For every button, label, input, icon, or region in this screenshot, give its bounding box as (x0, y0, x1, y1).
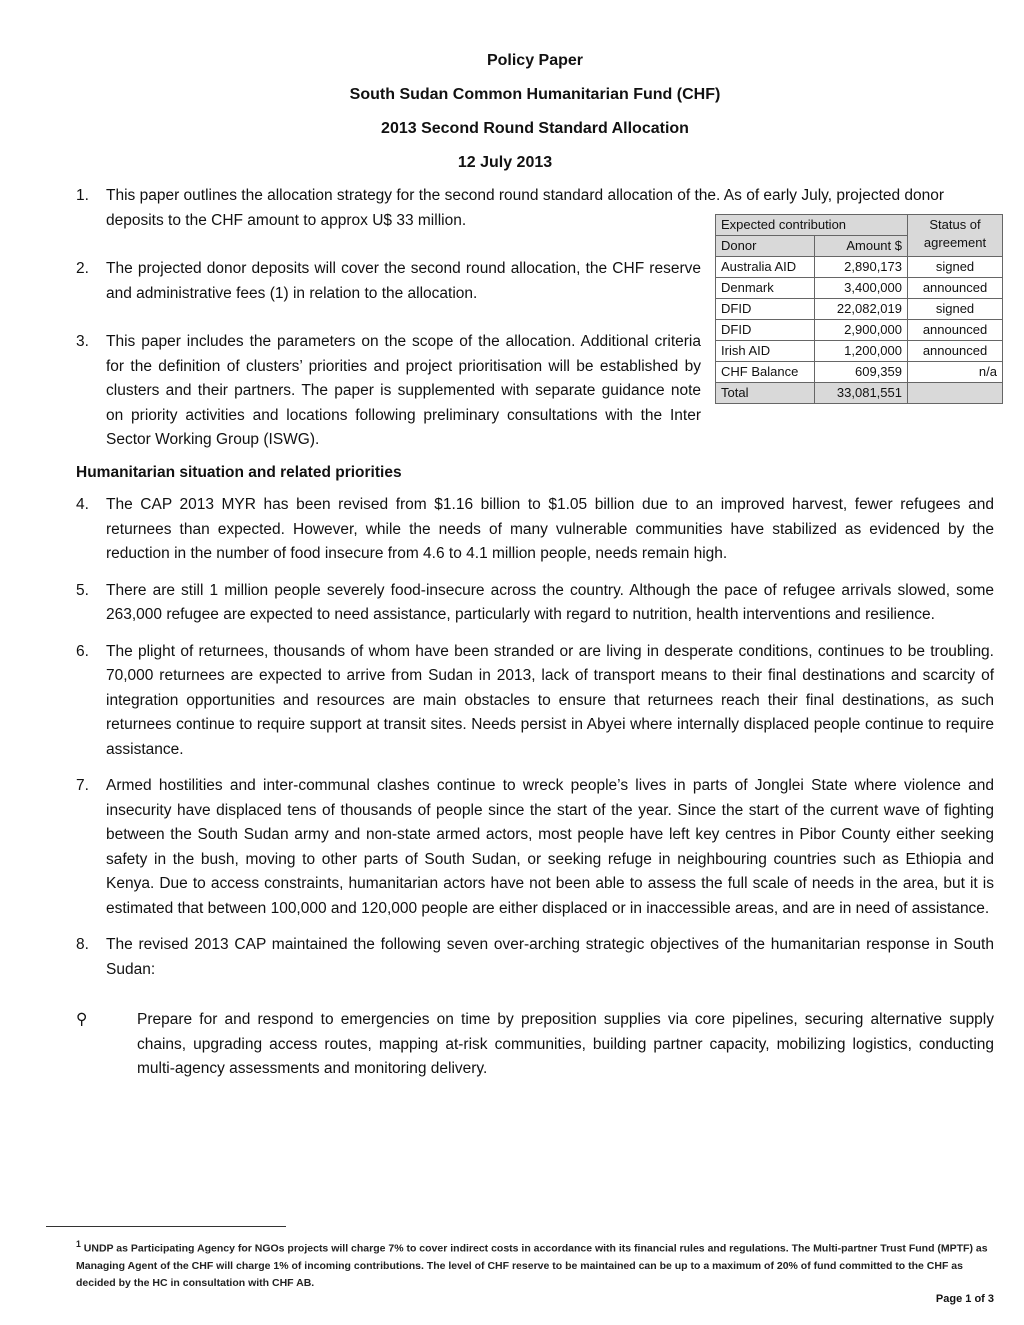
donor-cell: Denmark (716, 278, 815, 299)
paragraph-text: This paper outlines the allocation strategy for the second round standard allocation of the. As of early July, projected donor deposits to the CHF amount to approx U$ 33 million. (106, 187, 945, 229)
page-number: Page 1 of 3 (935, 1293, 994, 1305)
section-heading: Humanitarian situation and related priorities (76, 463, 402, 481)
total-label: Total (716, 383, 815, 404)
paragraph-text: The plight of returnees, thousands of whom have been stranded or are living in desperate conditions, continues to be troubling. 70,000 returnees are expected to arrive from Sudan in 2013, lack of transport means to their final destinations and scarcity of integration opportunities and resources are main obstacles to ensure that returnees reach their final destinations, as such returnees continue to require support at transit sites. Needs persist in Abyei where internally displaced people continue to require assistance. (106, 642, 994, 758)
paragraph-6 (76, 640, 994, 763)
amount-cell: 1,200,000 (815, 341, 908, 362)
donor-contribution-table (715, 214, 1003, 404)
donor-cell: DFID (716, 299, 815, 320)
title-block (76, 44, 994, 180)
amount-cell: 22,082,019 (815, 299, 908, 320)
donor-cell: Irish AID (716, 341, 815, 362)
footnote-marker: 1 (76, 1239, 81, 1249)
paragraph-number: 5. (76, 581, 89, 599)
doc-title: Policy Paper (486, 52, 584, 69)
doc-allocation-name: 2013 Second Round Standard Allocation (381, 120, 689, 137)
doc-fund-name: South Sudan Common Humanitarian Fund (CHF) (349, 86, 721, 103)
table-row (716, 278, 1003, 299)
paragraph-text: The CAP 2013 MYR has been revised from $1.16 billion to $1.05 billion due to an improved harvest, fewer refugees and returnees than expected. However, while the needs of many vulnerable communities have stabilized as evidenced by the reduction in the number of food insecure from 4.6 to 4.1 million people, needs remain high. (106, 496, 994, 562)
status-cell: announced (908, 320, 1003, 341)
status-cell: announced (908, 278, 1003, 299)
paragraph-number: 7. (76, 777, 89, 794)
status-cell: signed (908, 257, 1003, 278)
footnote (76, 1236, 996, 1292)
paragraph-text: The projected donor deposits will cover the second round allocation, the CHF reserve and administrative fees (1) in relation to the allocation. (106, 260, 701, 302)
amount-cell: 2,890,173 (815, 257, 908, 278)
status-header: Status of agreement (908, 215, 1003, 257)
donor-cell: Australia AID (716, 257, 815, 278)
paragraph-3 (76, 330, 701, 453)
table-row (716, 299, 1003, 320)
table-total-row (716, 383, 1003, 404)
amount-header: Amount $ (815, 236, 908, 257)
table-header-row (716, 215, 1003, 236)
doc-date: 12 July 2013 (457, 154, 553, 171)
amount-cell: 2,900,000 (815, 320, 908, 341)
status-cell: announced (908, 341, 1003, 362)
bullet-icon: ⚲ (76, 1011, 88, 1028)
paragraph-number: 6. (76, 642, 89, 660)
paragraph-number: 1. (76, 187, 89, 204)
paragraph-number: 4. (76, 496, 89, 513)
table-row (716, 362, 1003, 383)
donor-header: Donor (716, 236, 815, 257)
status-cell: n/a (908, 362, 1003, 383)
footnote-divider (46, 1226, 286, 1227)
amount-cell: 3,400,000 (815, 278, 908, 299)
paragraph-2 (76, 257, 701, 306)
table-row (716, 257, 1003, 278)
donor-cell: CHF Balance (716, 362, 815, 383)
table-row (716, 341, 1003, 362)
objective-bullet-1 (76, 1008, 994, 1082)
paragraph-7 (76, 774, 994, 921)
paragraph-number: 3. (76, 333, 89, 350)
amount-cell: 609,359 (815, 362, 908, 383)
paragraph-text: This paper includes the parameters on the scope of the allocation. Additional criteria for the definition of clusters’ priorities and project prioritisation will be established by clusters and their partners. The paper is supplemented with separate guidance note on priority activities and locations following preliminary consultations with the Inter Sector Working Group (ISWG). (106, 333, 701, 448)
paragraph-text: The revised 2013 CAP maintained the following seven over-arching strategic objectives of the humanitarian response in South Sudan: (106, 936, 994, 978)
table-caption: Expected contribution (716, 215, 908, 236)
status-cell: signed (908, 299, 1003, 320)
paragraph-number: 8. (76, 936, 89, 953)
table-row (716, 320, 1003, 341)
paragraph-4 (76, 493, 994, 567)
paragraph-8 (76, 933, 994, 982)
paragraph-number: 2. (76, 260, 89, 277)
donor-cell: DFID (716, 320, 815, 341)
bullet-text: Prepare for and respond to emergencies on time by preposition supplies via core pipelines, securing alternative supply chains, upgrading access routes, mapping at-risk communities, building partner capacity, mobilizing logistics, conducting multi-agency assessments and monitoring delivery. (137, 1011, 994, 1077)
paragraph-text: There are still 1 million people severely food-insecure across the country. Although the pace of refugee arrivals slowed, some 263,000 refugee are expected to need assistance, particularly with regard to nutrition, health interventions and resilience. (106, 581, 994, 623)
paragraph-5 (76, 579, 994, 628)
footnote-text: UNDP as Participating Agency for NGOs projects will charge 7% to cover indirect costs in accordance with its financial rules and regulations. The Multi-partner Trust Fund (MPTF) as Managing Agent of the CHF will charge 1% of incoming contributions. The level of CHF reserve to be maintained can be up to a maximum of 20% of fund committed to the CHF as decided by the HC in consultation with CHF AB. (76, 1242, 988, 1289)
total-status-cell (908, 383, 1003, 404)
paragraph-text: Armed hostilities and inter-communal clashes continue to wreck people’s lives in parts of Jonglei State where violence and insecurity have displaced tens of thousands of people since the start of the year. Since the start of the current wave of fighting between the South Sudan army and non-state armed actors, most people have left key centres in Pibor County either seeking safety in the bush, moving to other parts of South Sudan, or seeking refuge in neighbouring countries such as Ethiopia and Kenya. Due to access constraints, humanitarian actors have not been able to assess the full scale of needs in the area, but it is estimated that between 100,000 and 120,000 people are either displaced or in inaccessible areas, and are in need of assistance. (106, 777, 994, 917)
total-amount: 33,081,551 (815, 383, 908, 404)
